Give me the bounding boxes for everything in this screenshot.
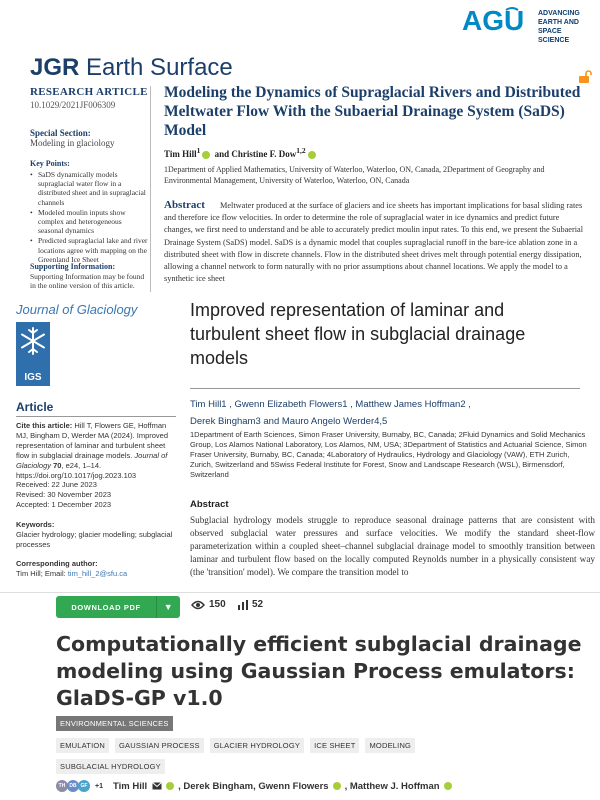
author-list xyxy=(56,780,454,792)
igs-logo xyxy=(16,322,50,386)
keyword-tag[interactable]: EMULATION xyxy=(56,738,109,753)
keywords: Keywords: Glacier hydrology; glacier modelling; subglacial processes xyxy=(16,520,173,549)
abstract-text: Subglacial hydrology models struggle to reproduce seasonal drainage patterns that are consistent with observed subglacial water pressures and surface velocities. We modify the standard sheet-flow parameterization within a coupled sheet–channel subglacial drainage model to smoothly transition between laminar and turbulent flow based on the locally computed Reynolds number in a physically consistent way (the 'transition' model). We compare the transition model to xyxy=(190,515,595,577)
abstract-heading: Abstract xyxy=(190,499,229,510)
citation: Cite this article: Hill T, Flowers GE, Hoffman MJ, Bingham D, Werder MA (2024). Improved representation of laminar and turbulent sheet flow in subglacial drainage models. Journal of Glaciology 70, e24, 1–14. https://doi.org/10.1017/jog.2023.103 xyxy=(16,421,168,480)
article-title: Computationally efficient subglacial drainage modeling using Gaussian Process emulators: GlaDS-GP v1.0 xyxy=(56,632,582,710)
agu-tagline: ADVANCING EARTH AND SPACE SCIENCE xyxy=(538,10,580,44)
envelope-icon[interactable] xyxy=(152,782,162,790)
journal-name[interactable]: Journal of Glaciology xyxy=(16,302,138,317)
orcid-icon[interactable] xyxy=(202,151,210,159)
keyword-tags xyxy=(56,738,415,753)
key-point: • Predicted supraglacial lake and river locations agree with mapping on the Greenland Ice Sheet xyxy=(30,236,148,264)
agu-logo-mark-icon xyxy=(462,6,536,36)
download-count: 52 xyxy=(238,599,263,610)
article-title: Modeling the Dynamics of Supraglacial Rivers and Distributed Meltwater Flow With the Subaerial Drainage System (SaDS) Model xyxy=(164,84,581,139)
chevron-down-icon[interactable]: ▼ xyxy=(163,602,174,612)
view-count: 150 xyxy=(191,599,226,610)
author-avatar[interactable]: TH xyxy=(56,780,68,792)
jgr-article-preview xyxy=(0,0,600,292)
article-type: RESEARCH ARTICLE xyxy=(30,86,148,98)
supporting-info-text: Supporting Information may be found in the online version of this article. xyxy=(30,272,145,290)
author-avatar[interactable]: DB xyxy=(67,780,79,792)
corresponding-author: Corresponding author: Tim Hill; Email: tim_hill_2@sfu.ca xyxy=(16,559,128,578)
eye-icon xyxy=(191,600,205,610)
keyword-tag[interactable]: MODELING xyxy=(365,738,415,753)
author-names-rest[interactable]: , Derek Bingham, Gwenn Flowers xyxy=(178,780,329,792)
doi[interactable]: 10.1029/2021JF006309 xyxy=(30,100,116,110)
orcid-icon[interactable] xyxy=(166,782,174,790)
author-name[interactable]: and Christine F. Dow xyxy=(214,149,297,159)
orcid-icon[interactable] xyxy=(444,782,452,790)
supporting-info-heading: Supporting Information: xyxy=(30,262,116,271)
agu-logo[interactable] xyxy=(462,6,594,42)
author-list: Tim Hill$^1$ and Christine F. Dow$^{1,2}$ xyxy=(164,146,318,159)
column-divider xyxy=(150,86,151,292)
key-point: • SaDS dynamically models supraglacial water flow in a distributed sheet and in supraglacial channels xyxy=(30,170,148,207)
special-section-label: Special Section: xyxy=(30,128,91,138)
subject-tag[interactable]: ENVIRONMENTAL SCIENCES xyxy=(56,716,173,731)
keyword-tag[interactable]: GAUSSIAN PROCESS xyxy=(115,738,204,753)
abstract-heading: Abstract xyxy=(164,199,205,211)
orcid-icon[interactable] xyxy=(333,782,341,790)
jog-article-preview xyxy=(0,292,600,592)
affiliations: 1Department of Earth Sciences, Simon Fraser University, Burnaby, BC, Canada; 2Fluid Dynamics and Solid Mechanics Group, Los Alamos National Laboratory, Los Alamos, NM, USA; 3Department of Statistics and Actuarial Science, Simon Fraser University, Burnaby, BC, Canada; 4Laboratory of Hydraulics, Hydrology and Glaciology (VAW), ETH Zurich, Zurich, Switzerland and 5Swiss Federal Institute for Forest, Snow and Landscape Research (WSL), Birmensdorf, Switzerland xyxy=(190,430,587,479)
author-avatar[interactable]: GF xyxy=(78,780,90,792)
igs-logo-text: IGS xyxy=(24,372,42,383)
open-access-lock-icon xyxy=(578,70,592,84)
abstract-text: Meltwater produced at the surface of glaciers and ice sheets has important implications for basal sliding rates and therefore ice flow velocities. In order to determine the role of supraglacial water in ice dynamics and predict future changes, we first need to understand and be able to accurately predict moulin input rates. To this end, we present the Subaerial Drainage System (SaDS) model. SaDS is a dynamic model that couples supraglacial runoff in the bare-ice ablation zone in a distributed sheet with flow in discrete channels. Flow in the distributed sheet drives melt through potential energy dissipation, allowing a channel network to form naturally with no prior assumptions about channel locations. We apply the model to a synthetic ice sheet xyxy=(164,201,584,284)
agu-logo-letters: AGU xyxy=(462,6,525,36)
article-type: Article xyxy=(16,400,54,414)
download-pdf-label: DOWNLOAD PDF xyxy=(71,602,141,612)
orcid-icon[interactable] xyxy=(308,151,316,159)
subject-tags xyxy=(56,716,173,731)
download-pdf-button[interactable] xyxy=(56,596,180,618)
divider xyxy=(190,388,580,389)
keyword-tag[interactable]: ICE SHEET xyxy=(310,738,359,753)
snowflake-icon xyxy=(16,322,50,362)
keyword-tags xyxy=(56,759,165,774)
key-points-heading: Key Points: xyxy=(30,159,70,168)
author-names-rest[interactable]: , Matthew J. Hoffman xyxy=(344,780,440,792)
keyword-tag[interactable]: SUBGLACIAL HYDROLOGY xyxy=(56,759,165,774)
affiliations: 1Department of Applied Mathematics, University of Waterloo, Waterloo, ON, Canada, 2Department of Geography and Environmental Management, University of Waterloo, Waterloo, ON, Canada xyxy=(164,165,545,185)
keyword-tag[interactable]: GLACIER HYDROLOGY xyxy=(210,738,304,753)
gmd-article-preview xyxy=(0,592,600,800)
key-points-list xyxy=(30,170,148,265)
author-name[interactable]: Tim Hill xyxy=(164,149,197,159)
more-authors-count[interactable]: +1 xyxy=(95,782,103,790)
author-list[interactable]: Tim Hill1 , Gwenn Elizabeth Flowers1 , Matthew James Hoffman2 , Derek Bingham3 and Mauro Angelo Werder4,5 xyxy=(190,399,471,427)
divider xyxy=(16,416,176,417)
special-section-value[interactable]: Modeling in glaciology xyxy=(30,138,115,148)
article-title: Improved representation of laminar and turbulent sheet flow in subglacial drainage models xyxy=(190,300,526,368)
chart-icon xyxy=(238,600,248,610)
journal-title[interactable]: JGR Earth Surface xyxy=(30,54,233,81)
author-name[interactable]: Tim Hill xyxy=(112,780,148,792)
author-email-link[interactable]: tim_hill_2@sfu.ca xyxy=(67,569,128,578)
key-point: • Modeled moulin inputs show complex and heterogeneous seasonal dynamics xyxy=(30,208,148,236)
article-dates: Received: 22 June 2023 Revised: 30 November 2023 Accepted: 1 December 2023 xyxy=(16,480,112,509)
